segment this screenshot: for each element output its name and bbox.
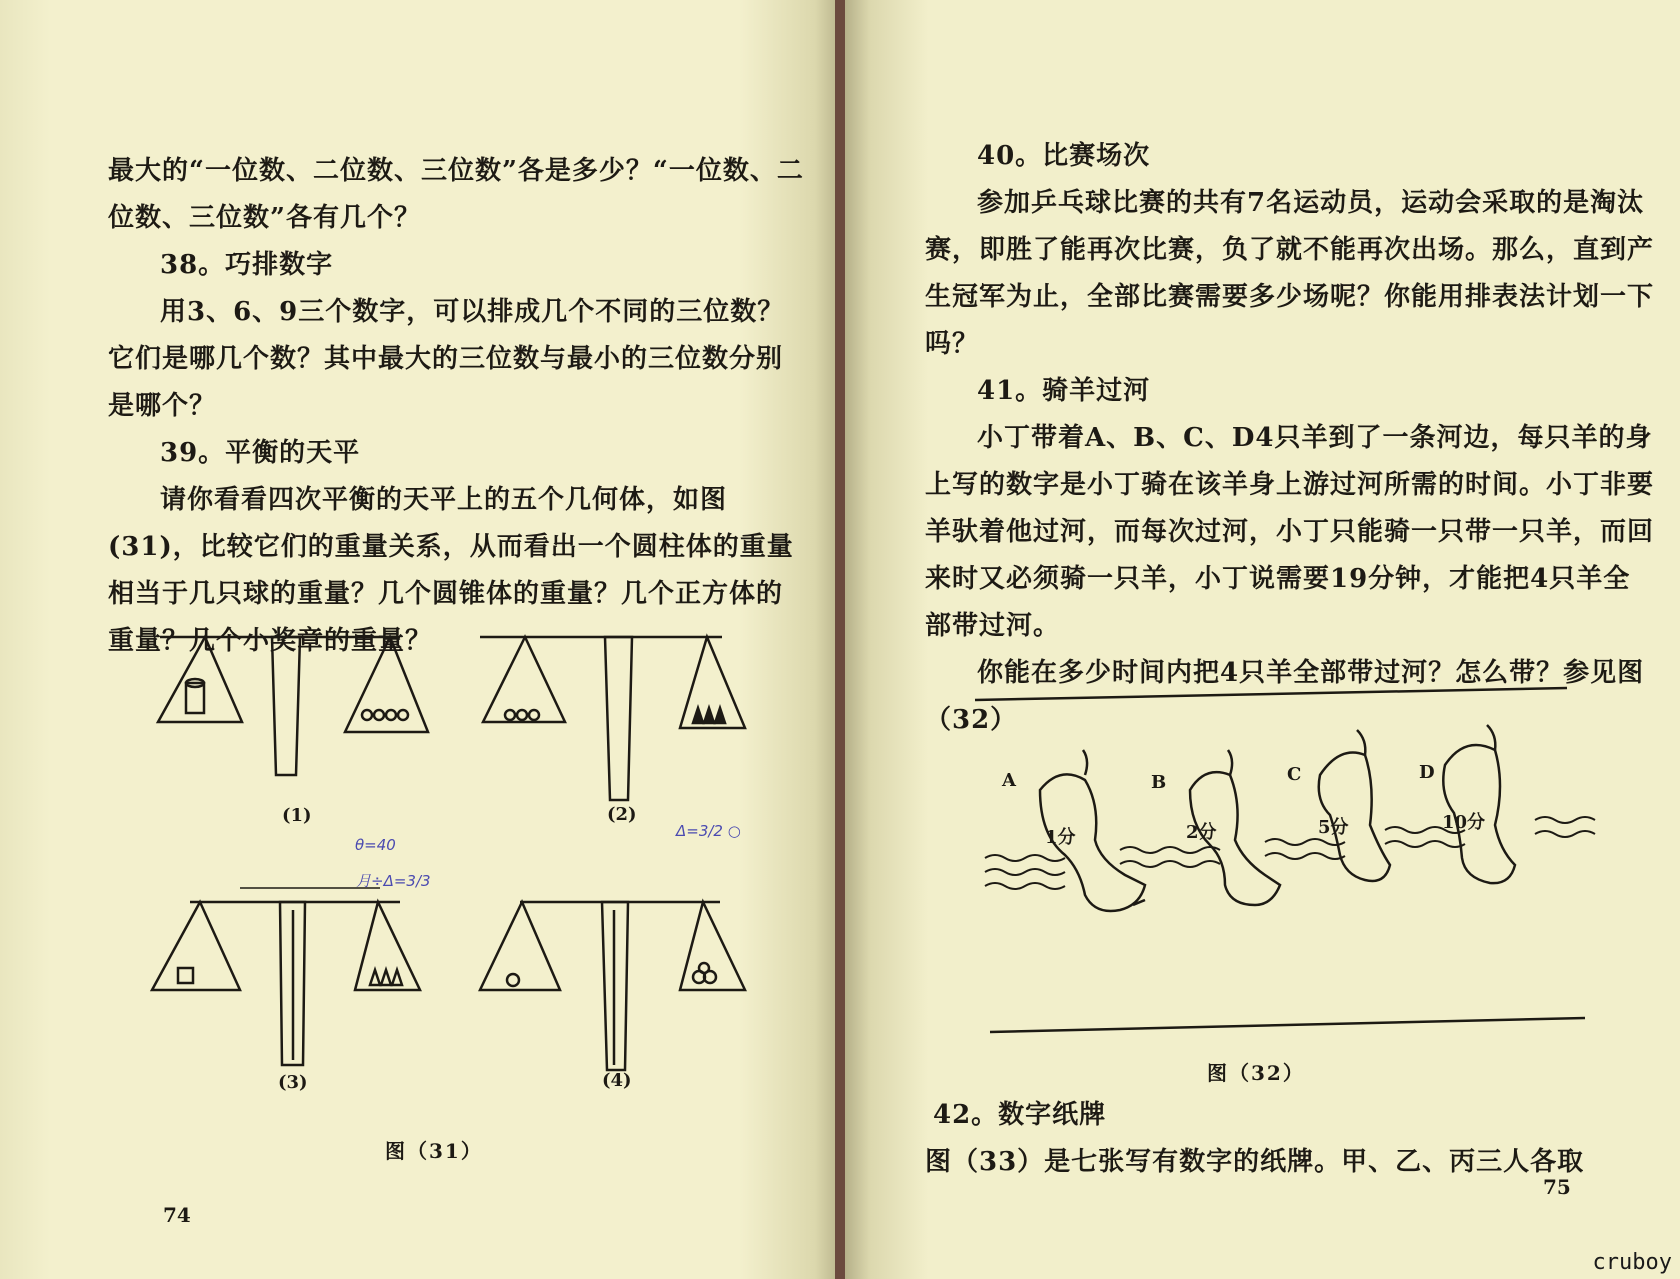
goat-river-figure bbox=[845, 0, 1680, 1279]
figure-label-4: (4) bbox=[602, 1070, 632, 1091]
figure-label-3: (3) bbox=[278, 1072, 308, 1093]
paragraph-intro: 最大的“一位数、二位数、三位数”各是多少？“一位数、二位数、三位数”各有几个？ bbox=[108, 156, 804, 233]
goat-letter-c: C bbox=[1287, 764, 1302, 785]
balance-scale-2 bbox=[480, 637, 745, 800]
goat-d bbox=[1443, 725, 1515, 883]
figure-caption-32: 图（32） bbox=[1207, 1061, 1305, 1085]
balance-scale-1 bbox=[158, 637, 428, 775]
paragraph-41-question: 你能在多少时间内把4只羊全部带过河？怎么带？参见图（32） bbox=[925, 658, 1645, 735]
paragraph-42: 图（33）是七张写有数字的纸牌。甲、乙、丙三人各取 bbox=[925, 1147, 1585, 1177]
right-page bbox=[845, 0, 1680, 1279]
balance-scale-4 bbox=[480, 902, 745, 1070]
goat-time-c: 5分 bbox=[1318, 817, 1349, 838]
goat-time-b: 2分 bbox=[1186, 822, 1217, 843]
page-number-left: 74 bbox=[163, 1203, 191, 1227]
goat-letter-d: D bbox=[1419, 762, 1435, 783]
heading-39: 39。平衡的天平 bbox=[160, 438, 361, 468]
watermark: cruboy bbox=[1592, 1250, 1672, 1275]
heading-40: 40。比赛场次 bbox=[977, 141, 1151, 171]
heading-38: 38。巧排数字 bbox=[160, 250, 334, 280]
handwritten-note-1: θ=40 bbox=[355, 836, 396, 854]
goat-time-a: 1分 bbox=[1045, 827, 1076, 848]
balance-scale-3 bbox=[152, 902, 420, 1065]
page-number-right: 75 bbox=[1543, 1175, 1571, 1199]
figure-label-1: (1) bbox=[282, 805, 312, 826]
river-waves bbox=[985, 817, 1595, 889]
goat-time-d: 10分 bbox=[1442, 812, 1486, 833]
goat-letter-a: A bbox=[1002, 770, 1016, 791]
handwritten-note-2: Δ=3/2 ○ bbox=[676, 822, 741, 840]
paragraph-40: 参加乒乓球比赛的共有7名运动员，运动会采取的是淘汰赛，即胜了能再次比赛，负了就不能再次出场。那么，直到产生冠军为止，全部比赛需要多少场呢？你能用排表法计划一下吗？ bbox=[925, 188, 1655, 359]
paragraph-41: 小丁带着A、B、C、D4只羊到了一条河边，每只羊的身上写的数字是小丁骑在该羊身上游过河所需的时间。小丁非要羊驮着他过河，而每次过河，小丁只能骑一只带一只羊，而回来时又必须骑一只羊，小丁说需要19分钟，才能把4只羊全部带过河。 bbox=[925, 423, 1655, 641]
paragraph-39: 请你看看四次平衡的天平上的五个几何体，如图(31)，比较它们的重量关系，从而看出一个圆柱体的重量相当于几只球的重量？几个圆锥体的重量？几个正方体的重量？几个小奖章的重量？ bbox=[108, 485, 794, 656]
heading-41: 41。骑羊过河 bbox=[977, 376, 1151, 406]
figure-label-2: (2) bbox=[607, 804, 637, 825]
heading-42: 42。数字纸牌 bbox=[933, 1100, 1107, 1130]
paragraph-38: 用3、6、9三个数字，可以排成几个不同的三位数？它们是哪几个数？其中最大的三位数与最小的三位数分别是哪个？ bbox=[108, 297, 785, 421]
goat-letter-b: B bbox=[1151, 772, 1167, 793]
right-text-block-bottom bbox=[925, 1092, 1655, 1186]
handwritten-note-3: 月÷Δ=3/3 bbox=[356, 872, 431, 890]
figure-caption-31: 图（31） bbox=[385, 1139, 483, 1163]
